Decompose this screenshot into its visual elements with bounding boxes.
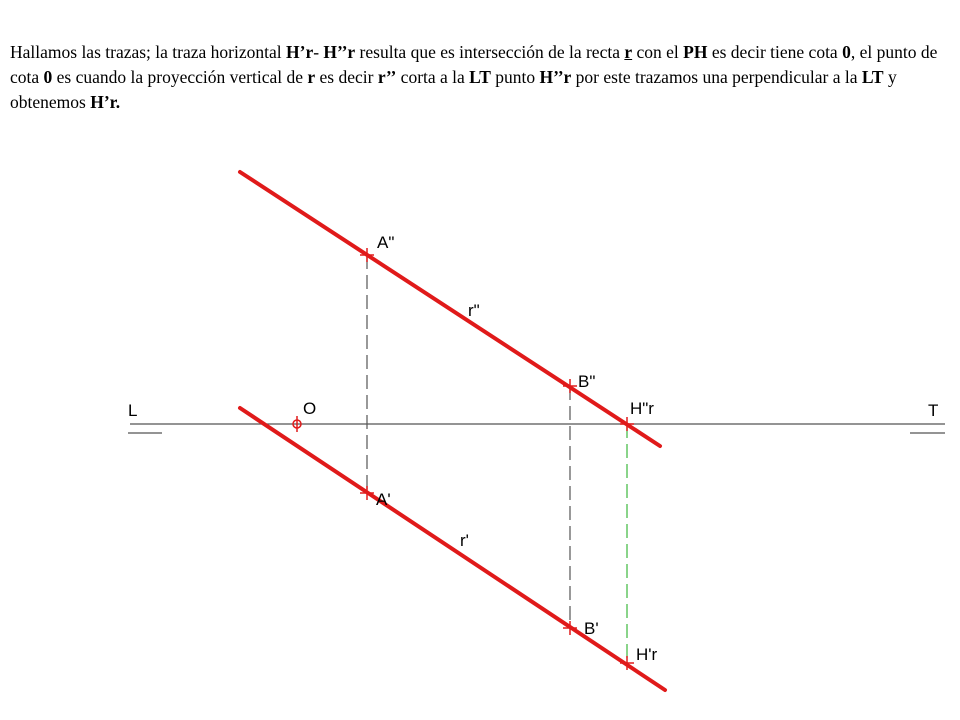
label-h1r: H'r [636,645,658,664]
label-b1: B' [584,619,599,638]
label-b2: B" [578,372,596,391]
label-o: O [303,399,317,418]
label-r1: r' [460,531,469,550]
label-a1: A' [376,490,391,509]
label-a2: A" [377,233,395,252]
label-r2: r" [468,301,480,320]
label-l: L [128,401,138,420]
caption-paragraph: Hallamos las trazas; la traza horizontal H’r- H’’r resulta que es intersección de la recta r con el PH es decir tiene cota 0, el punto de cota 0 es cuando la proyección vertical de r es decir r’’ corta a la LT punto H’’r por este trazamos una perpendicular a la LT y obtenemos H’r. [10,42,938,112]
line-r-horizontal-projection [240,408,665,690]
label-h2r: H"r [630,399,654,418]
label-t: T [928,401,939,420]
